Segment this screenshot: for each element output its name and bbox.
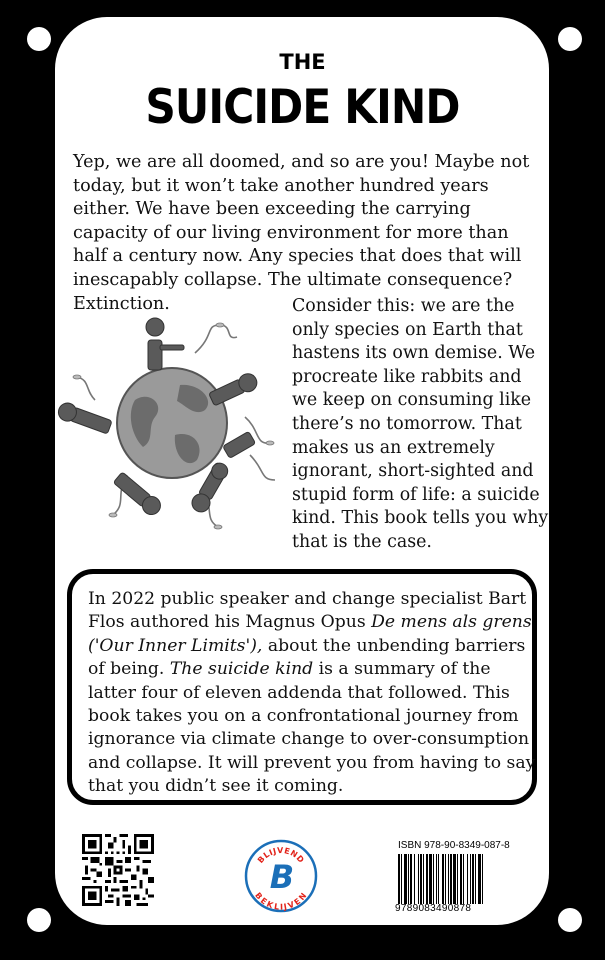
barcode-number: 9789083490878 <box>395 903 472 914</box>
isbn-label: ISBN 978-90-8349-087-8 <box>398 840 510 851</box>
side-paragraph: Consider this: we are the only species on Earth that hastens its own demise. We procreate like rabbits and we keep on consuming like there’s no tomorrow. That makes us an extremely ignorant, short-sighted and stupid form of life: a suicide kind. This book tells you why that is the case. <box>292 296 549 552</box>
author-paragraph: In 2022 public speaker and change specialist Bart Flos authored his Magnus Opus De mens als grens ('Our Inner Limits'), about the unbending barriers of being. The suicide kind is a summary of the latter four of eleven addenda that followed. This book takes you on a confrontational journey from ignorance via climate change to over-consumption and collapse. It will prevent you from having to say that you didn’t see it coming. <box>88 589 536 797</box>
title-line-1: THE <box>279 50 326 74</box>
logo-top-text: BLIJVEND <box>255 845 306 865</box>
book-title: SUICIDE KIND <box>145 80 460 135</box>
original-title-italic: De mens als grens ('Our Inner Limits'), <box>88 612 532 656</box>
barcode <box>398 854 518 904</box>
publisher-logo <box>244 839 318 913</box>
logo-bottom-text: BEKLIJVEN <box>253 890 309 912</box>
corner-hole-bottom-right <box>558 908 582 932</box>
corner-hole-bottom-left <box>27 908 51 932</box>
logo-letter: B <box>269 858 295 896</box>
book-title-italic: The suicide kind <box>169 659 314 680</box>
corner-hole-top-left <box>27 27 51 51</box>
globe-illustration <box>55 305 290 540</box>
intro-paragraph: Yep, we are all doomed, and so are you! Maybe not today, but it won’t take another hundred years either. We have been exceeding the carrying capacity of our living environment for more than half a century now. Any species that does that will inescapably collapse. The ultimate consequence? Extinction. <box>73 152 530 314</box>
corner-hole-top-right <box>558 27 582 51</box>
qr-code <box>82 834 154 906</box>
